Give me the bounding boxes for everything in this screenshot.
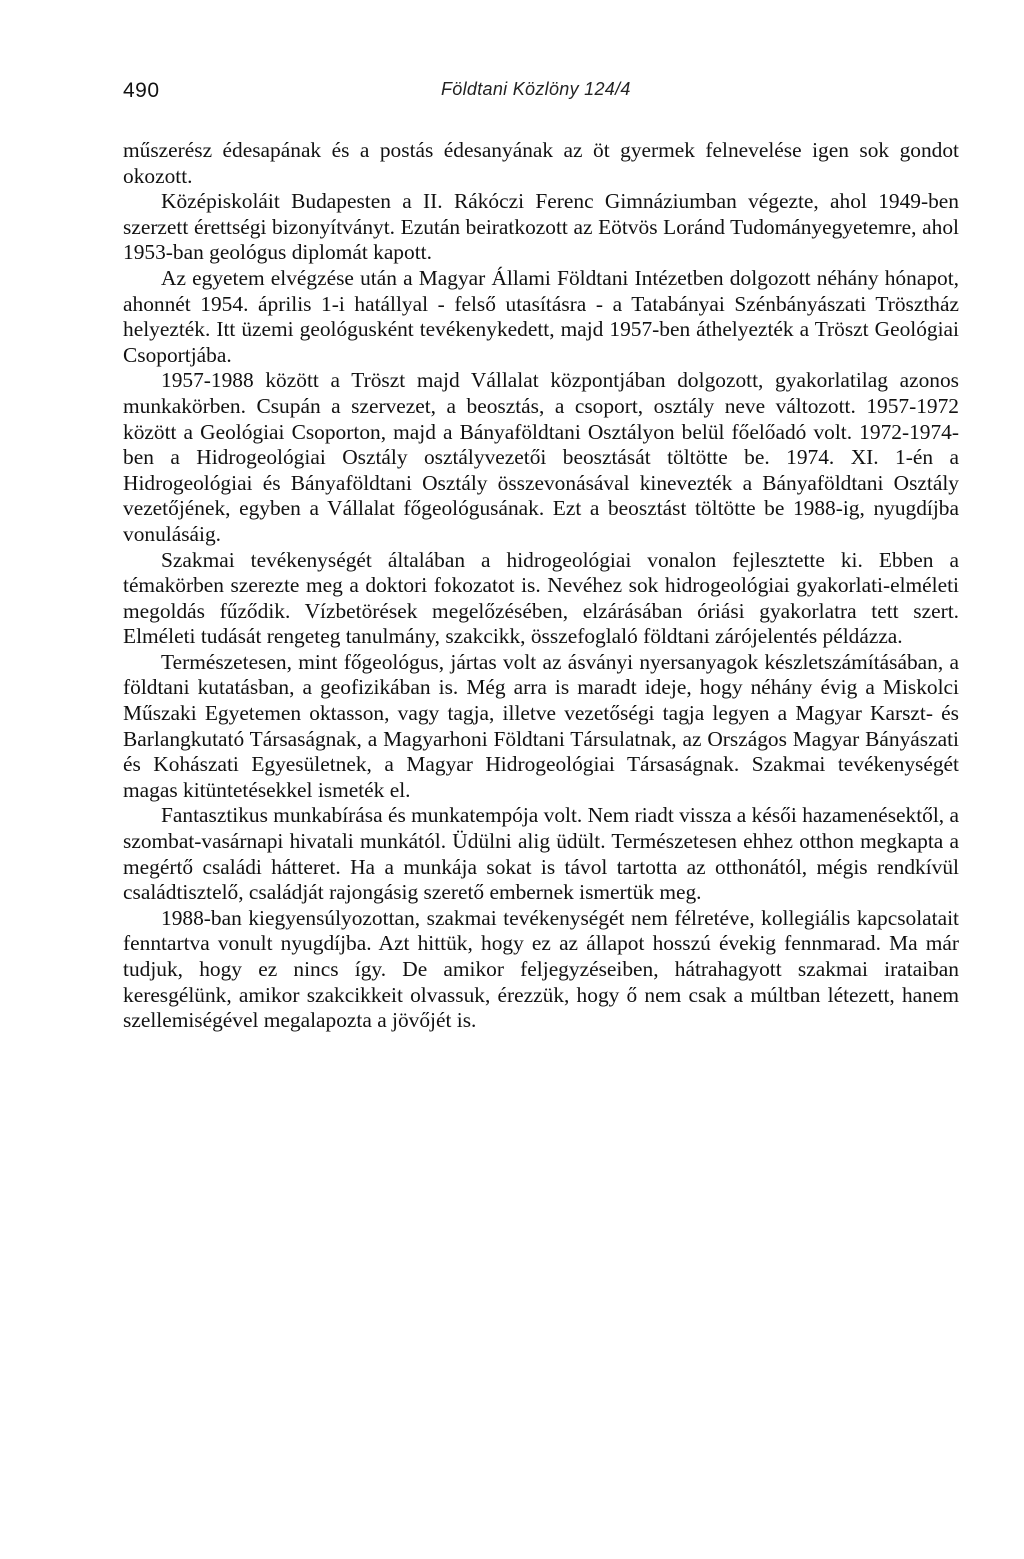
- paragraph: Szakmai tevékenységét általában a hidrogeológiai vonalon fejlesztette ki. Ebben a témakörben szerezte meg a doktori fokozatot is. Nevéhez sok hidrogeológiai gyakorlati-elméleti megoldás fűződik. Vízbetörések megelőzésében, elzárásában óriási gyakorlatra tett szert. Elméleti tudását rengeteg tanulmány, szakcikk, összefoglaló földtani zárójelentés példázza.: [123, 547, 959, 649]
- paragraph: Természetesen, mint főgeológus, jártas volt az ásványi nyersanyagok készletszámításában, a földtani kutatásban, a geofizikában is. Még arra is maradt ideje, hogy néhány évig a Miskolci Műszaki Egyetemen oktasson, vagy tagja, illetve vezetőségi tagja legyen a Magyar Karszt- és Barlangkutató Társaságnak, a Magyarhoni Földtani Társulatnak, az Országos Magyar Bányászati és Kohászati Egyesületnek, a Magyar Hidrogeológiai Társaságnak. Szakmai tevékenységét magas kitüntetésekkel ismeték el.: [123, 649, 959, 802]
- page-number: 490: [123, 79, 160, 102]
- paragraph: 1988-ban kiegyensúlyozottan, szakmai tevékenységét nem félretéve, kollegiális kapcsolatait fenntartva vonult nyugdíjba. Azt hittük, hogy ez az állapot hosszú évekig fennmarad. Ma már tudjuk, hogy ez nincs így. De amikor feljegyzéseiben, hátrahagyott szakmai irataiban keresgélünk, amikor szakcikkeit olvassuk, érezzük, hogy ő nem csak a múltban létezett, hanem szellemiségével megalapozta a jövőjét is.: [123, 905, 959, 1033]
- page-header: [123, 79, 959, 107]
- paragraph: Az egyetem elvégzése után a Magyar Állami Földtani Intézetben dolgozott néhány hónapot, ahonnét 1954. április 1-i hatállyal - felső utasításra - a Tatabányai Szénbányászati Trösztház helyezték. Itt üzemi geológusként tevékenykedett, majd 1957-ben áthelyezték a Tröszt Geológiai Csoportjába.: [123, 265, 959, 367]
- article-body: [123, 138, 959, 1034]
- paragraph: Középiskoláit Budapesten a II. Rákóczi Ferenc Gimnáziumban végezte, ahol 1949-ben szerzett érettségi bizonyítványt. Ezután beiratkozott az Eötvös Loránd Tudományegyetemre, ahol 1953-ban geológus diplomát kapott.: [123, 189, 959, 265]
- paragraph: Fantasztikus munkabírása és munkatempója volt. Nem riadt vissza a késői hazamenésektől, a szombat-vasárnapi hivatali munkától. Üdülni alig üdült. Természetesen ehhez otthon megkapta a megértő családi hátteret. Ha a munkája sokat is távol tartotta az otthonától, mégis rendkívül családtisztelő, családját rajongásig szerető embernek ismertük meg.: [123, 803, 959, 905]
- running-title: Földtani Közlöny 124/4: [441, 79, 631, 99]
- paragraph: műszerész édesapának és a postás édesanyának az öt gyermek felnevelése igen sok gondot okozott.: [123, 138, 959, 188]
- paragraph: 1957-1988 között a Tröszt majd Vállalat központjában dolgozott, gyakorlatilag azonos munkakörben. Csupán a szervezet, a beosztás, a csoport, osztály neve változott. 1957-1972 között a Geológiai Csoporton, majd a Bányaföldtani Osztályon belül főelőadó volt. 1972-1974-ben a Hidrogeológiai Osztály osztályvezetői beosztását töltötte be. 1974. XI. 1-én a Hidrogeológiai és Bányaföldtani Osztály összevonásával kinevezték a Bányaföldtani Osztály vezetőjének, egyben a Vállalat főgeológusának. Ezt a beosztást töltötte be 1988-ig, nyugdíjba vonulásáig.: [123, 368, 959, 546]
